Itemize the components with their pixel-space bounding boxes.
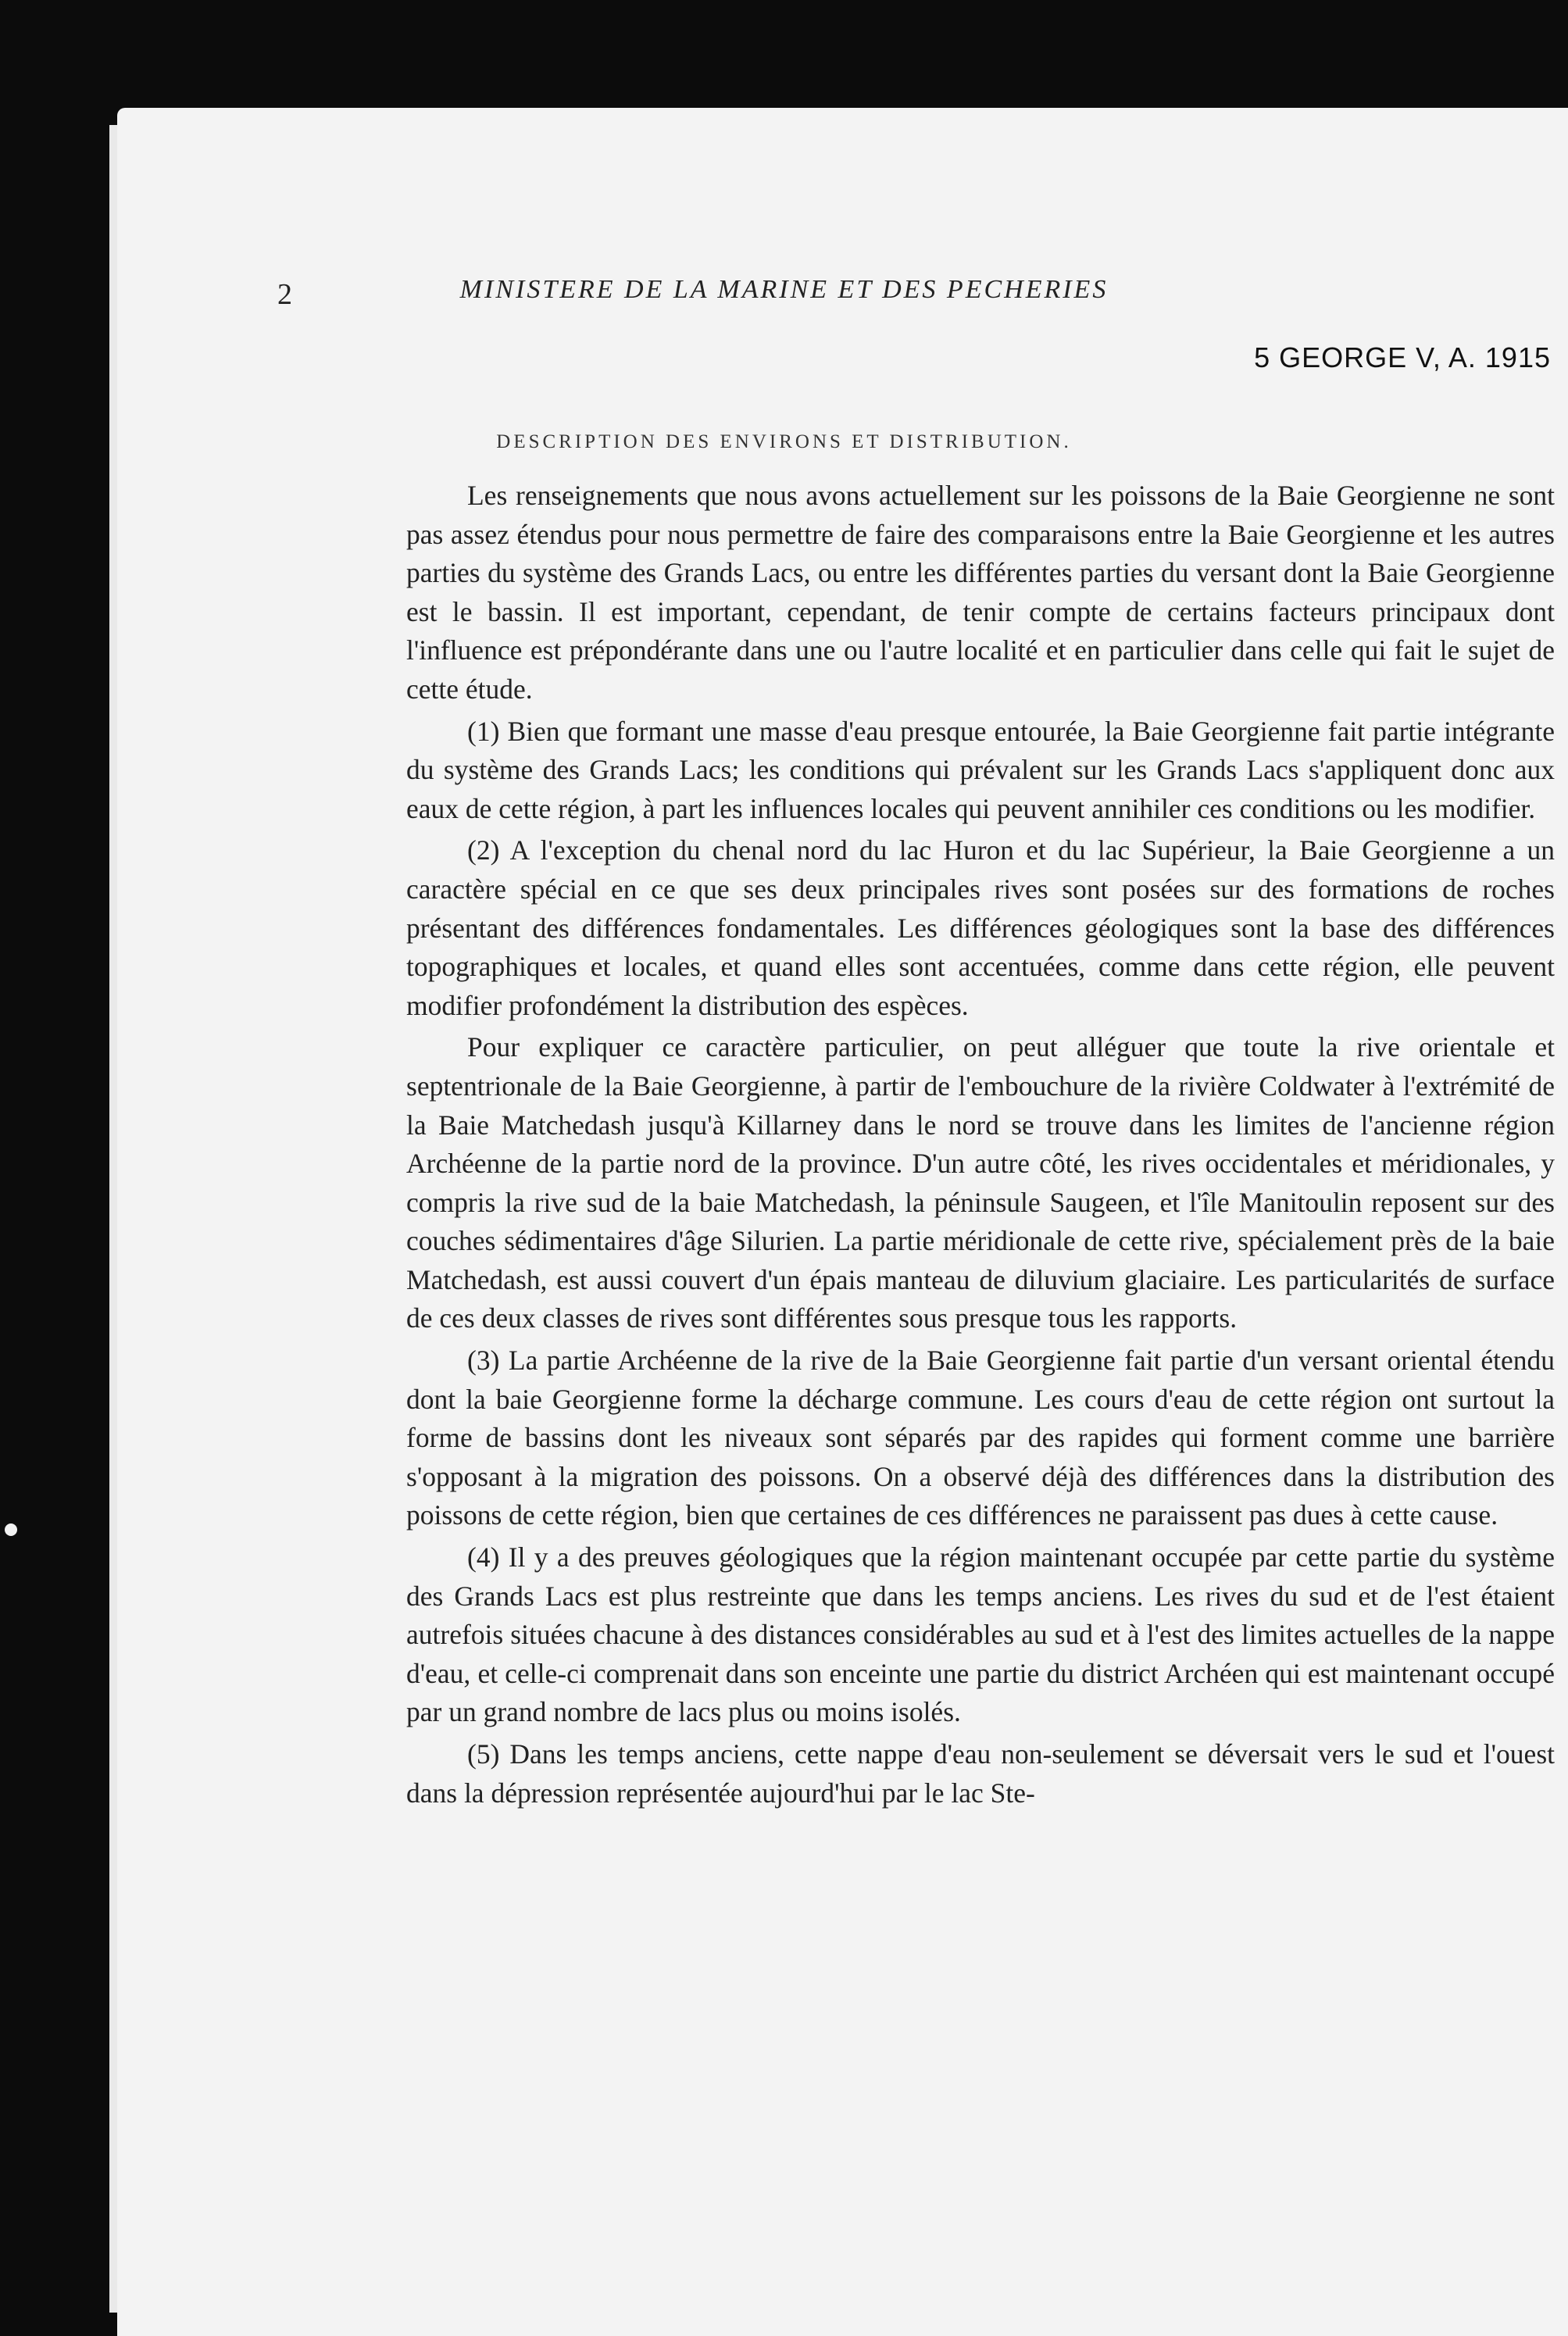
running-head: MINISTERE DE LA MARINE ET DES PECHERIES bbox=[459, 275, 1109, 304]
section-title: DESCRIPTION DES ENVIRONS ET DISTRIBUTION. bbox=[496, 431, 1072, 452]
paragraph-4: (4) Il y a des preuves géologiques que la région maintenant occupée par cette partie du système des Grands Lacs est plus restreinte que dans les temps anciens. Les rives du sud et de l'est étaient autrefois situées chacune à des distances considérables au sud et à l'est des limites actuelles de la nappe d'eau, et celle-ci comprenait dans son enceinte une partie du district Archéen qui est maintenant occupé par un grand nombre de lacs plus ou moins isolés. bbox=[406, 1541, 1555, 1728]
paragraph-2: (2) A l'exception du chenal nord du lac Huron et du lac Supérieur, la Baie Georgienne a un caractère spécial en ce que ses deux principales rives sont posées sur des formations de roches présentant des différences fondamentales. Les différences géologiques sont la base des différences topographiques et locales, et quand elles sont accentuées, comme dans cette région, elle peuvent modifier profondément la distribution des espèces. bbox=[406, 834, 1555, 1021]
scan-speck bbox=[5, 1523, 17, 1536]
body-text bbox=[406, 477, 1555, 1816]
paragraph-2-continued: Pour expliquer ce caractère particulier, on peut alléguer que toute la rive orientale et septentrionale de la Baie Georgienne, à partir de l'embouchure de la rivière Coldwater à l'extrémité de la Baie Matchedash jusqu'à Killarney dans le nord se trouve dans les limites de l'ancienne région Archéenne de la partie nord de la province. D'un autre côté, les rives occidentales et méridionales, y compris la rive sud de la baie Matchedash, la péninsule Saugeen, et l'île Manitoulin reposent sur des couches sédimentaires d'âge Silurien. La partie méridionale de cette rive, spécialement près de la baie Matchedash, est aussi couvert d'un épais manteau de diluvium glaciaire. Les particularités de surface de ces deux classes de rives sont différentes sous presque tous les rapports. bbox=[406, 1031, 1555, 1334]
paragraph-3: (3) La partie Archéenne de la rive de la Baie Georgienne fait partie d'un versant oriental étendu dont la baie Georgienne forme la décharge commune. Les cours d'eau de cette région ont surtout la forme de bassins dont les niveaux sont séparés par des rapides qui forment comme une barrière s'opposant à la migration des poissons. On a observé déjà des différences dans la distribution des poissons de cette région, bien que certaines de ces différences ne paraissent pas dues à cette cause. bbox=[406, 1345, 1555, 1531]
paragraph-intro: Les renseignements que nous avons actuellement sur les poissons de la Baie Georgienne ne sont pas assez étendus pour nous permettre de faire des comparaisons entre la Baie Georgienne et les autres parties du système des Grands Lacs, ou entre les différentes parties du versant dont la Baie Georgienne est le bassin. Il est important, cependant, de tenir compte de certains facteurs principaux dont l'influence est prépondérante dans une ou l'autre localité et en particulier dans celle qui fait le sujet de cette étude. bbox=[406, 480, 1555, 705]
session-label: 5 GEORGE V, A. 1915 bbox=[1254, 341, 1551, 373]
paragraph-1: (1) Bien que formant une masse d'eau presque entourée, la Baie Georgienne fait partie intégrante du système des Grands Lacs; les conditions qui prévalent sur les Grands Lacs s'appliquent donc aux eaux de cette région, à part les influences locales qui peuvent annihiler ces conditions ou les modifier. bbox=[406, 715, 1555, 824]
paragraph-5: (5) Dans les temps anciens, cette nappe d'eau non-seulement se déversait vers le sud et l'ouest dans la dépression représentée aujourd'hui par le lac Ste- bbox=[406, 1738, 1555, 1809]
page-number: 2 bbox=[277, 278, 292, 311]
